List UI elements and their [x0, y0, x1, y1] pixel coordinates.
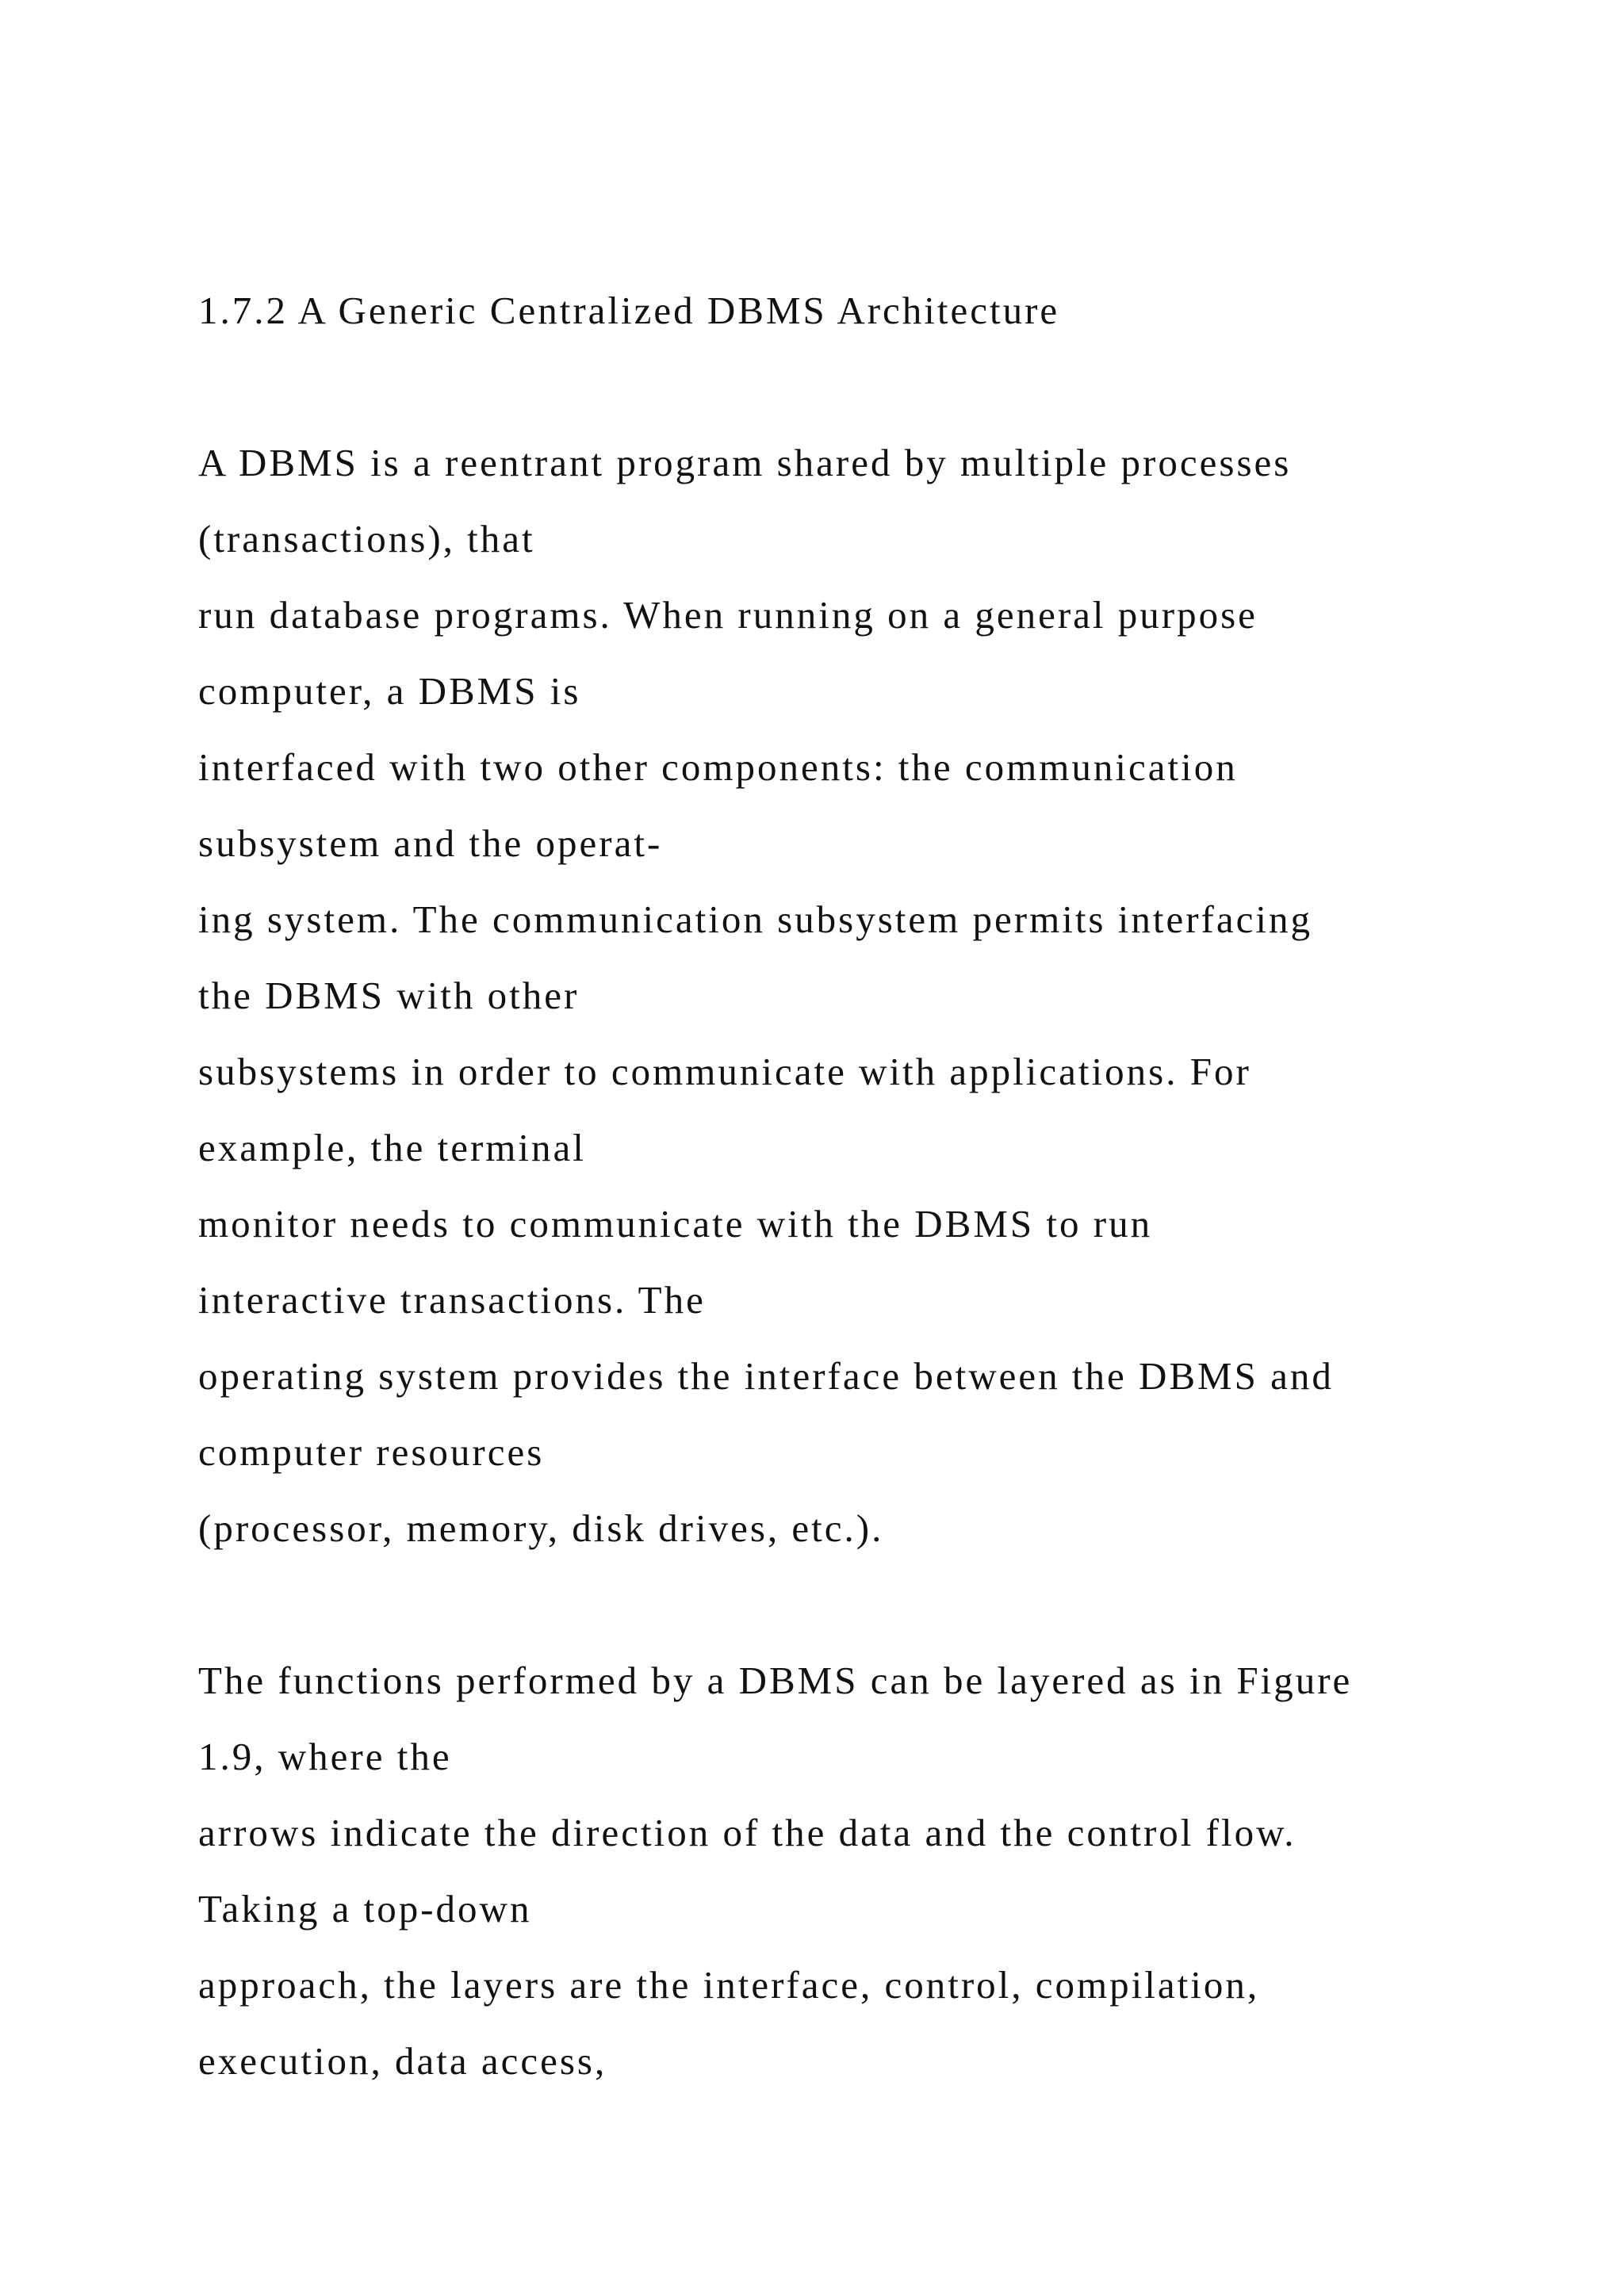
- paragraph-2: [198, 1643, 1618, 2099]
- paragraph-line: ing system. The communication subsystem permits interfacing: [198, 897, 1312, 941]
- paragraph-line: subsystem and the operat-: [198, 821, 663, 865]
- paragraph-line: interfaced with two other components: the communication: [198, 745, 1238, 789]
- spacer: [198, 1567, 1618, 1643]
- paragraph-line: approach, the layers are the interface, control, compilation,: [198, 1963, 1260, 2007]
- paragraph-line: 1.9, where the: [198, 1735, 452, 1778]
- paragraph-line: (transactions), that: [198, 517, 535, 561]
- paragraph-line: arrows indicate the direction of the data and the control flow.: [198, 1811, 1297, 1854]
- paragraph-1: [198, 425, 1618, 1567]
- paragraph-line: example, the terminal: [198, 1126, 586, 1169]
- paragraph-line: subsystems in order to communicate with applications. For: [198, 1050, 1251, 1093]
- paragraph-line: execution, data access,: [198, 2039, 607, 2083]
- paragraph-line: Taking a top-down: [198, 1887, 532, 1931]
- paragraph-line: monitor needs to communicate with the DBMS to run: [198, 1202, 1153, 1246]
- document-body: [198, 273, 1618, 2099]
- spacer: [198, 349, 1618, 425]
- paragraph-line: A DBMS is a reentrant program shared by multiple processes: [198, 441, 1292, 484]
- paragraph-line: computer resources: [198, 1430, 545, 1474]
- paragraph-line: run database programs. When running on a general purpose: [198, 593, 1258, 637]
- section-heading: 1.7.2 A Generic Centralized DBMS Architecture: [198, 289, 1060, 332]
- paragraph-line: (processor, memory, disk drives, etc.).: [198, 1506, 884, 1550]
- paragraph-line: the DBMS with other: [198, 974, 580, 1017]
- paragraph-line: interactive transactions. The: [198, 1278, 706, 1322]
- paragraph-line: computer, a DBMS is: [198, 669, 581, 713]
- paragraph-line: The functions performed by a DBMS can be layered as in Figure: [198, 1659, 1353, 1702]
- paragraph-line: operating system provides the interface between the DBMS and: [198, 1354, 1334, 1398]
